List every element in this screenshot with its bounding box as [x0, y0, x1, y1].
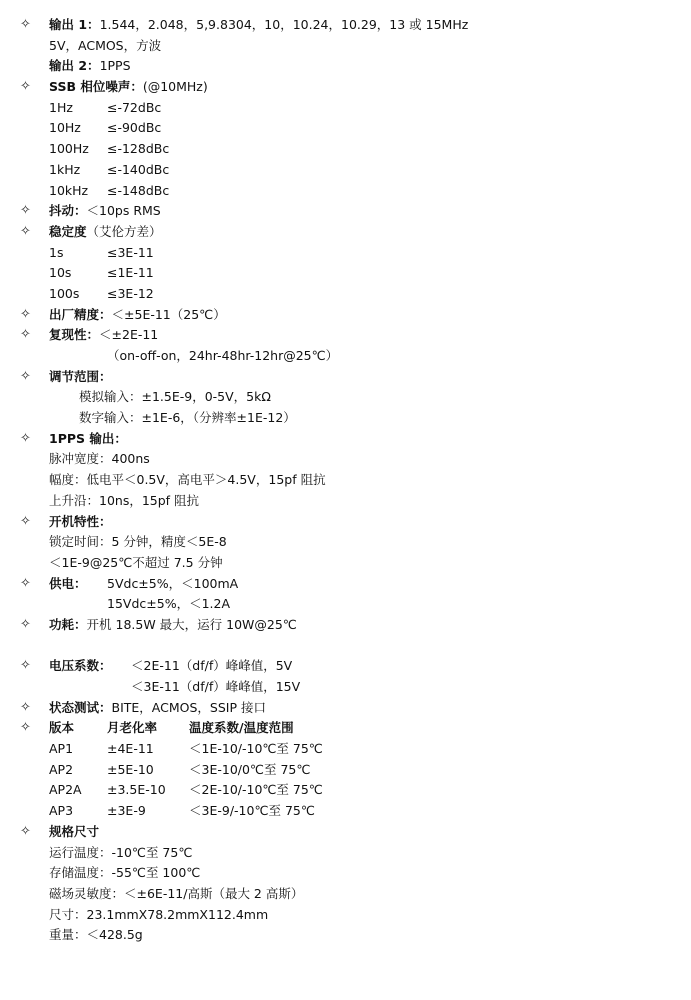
power-consumption-value: 开机 18.5W 最大，运行 10W@25℃ [86, 616, 297, 632]
phase-noise-heading [0, 77, 691, 98]
pps-label: 1PPS 输出： [49, 430, 127, 446]
versions-header-temp: 温度系数/温度范围 [189, 720, 294, 736]
stability-tau: 10s [49, 265, 72, 281]
stability-value: ≤3E-12 [107, 285, 154, 301]
version-model: AP3 [49, 803, 74, 819]
diamond-bullet-icon: ✧ [20, 306, 31, 322]
stability-value: ≤1E-11 [107, 265, 154, 281]
status-label: 状态测试： [49, 699, 112, 715]
phase-noise-row [0, 98, 691, 119]
phase-noise-freq: 1Hz [49, 99, 73, 115]
voltage-coeff-line2: ＜3E-11（df/f）峰峰值，15V [131, 679, 301, 694]
output1-line [0, 15, 691, 36]
voltage-coeff-line [0, 656, 691, 677]
diamond-bullet-icon: ✧ [20, 203, 31, 219]
versions-header-aging: 月老化率 [107, 720, 158, 736]
version-aging: ±5E-10 [107, 761, 154, 777]
startup-settle: ＜1E-9@25℃不超过 7.5 分钟 [49, 554, 223, 570]
phase-noise-value: ≤-140dBc [107, 161, 170, 177]
voltage-coeff-line1: ＜2E-11（df/f）峰峰值，5V [131, 658, 293, 674]
output1-label: 输出 1： [49, 17, 100, 32]
stability-value: ≤3E-11 [107, 244, 154, 260]
startup-heading [0, 512, 691, 533]
pps-width: 脉冲宽度：400ns [49, 451, 150, 467]
diamond-bullet-icon: ✧ [20, 17, 31, 32]
phase-noise-label: SSB 相位噪声： [49, 79, 143, 95]
stability-label: 稳定度 [49, 223, 87, 239]
versions-row [0, 801, 691, 822]
output1-value: 1.544，2.048，5,9.8304，10，10.24，10.29，13 或 15MHz [99, 17, 469, 32]
phase-noise-note: (@10MHz) [142, 79, 208, 95]
power-supply-label: 供电： [49, 575, 87, 591]
status-value: BITE，ACMOS，SSIP 接口 [111, 699, 266, 715]
version-aging: ±3.5E-10 [107, 782, 166, 798]
pps-rise: 上升沿：10ns，15pf 阻抗 [49, 492, 200, 508]
diamond-bullet-icon: ✧ [20, 575, 31, 591]
tuning-heading [0, 367, 691, 388]
diamond-bullet-icon: ✧ [20, 79, 31, 95]
retrace-detail: （on-off-on，24hr-48hr-12hr@25℃） [107, 348, 339, 363]
power-consumption-line [0, 615, 691, 636]
pps-amplitude: 幅度：低电平＜0.5V，高电平＞4.5V，15pf 阻抗 [49, 472, 326, 488]
jitter-line [0, 201, 691, 222]
output2-label: 输出 2： [49, 58, 100, 74]
specs-size: 尺寸：23.1mmX78.2mmX112.4mm [49, 906, 269, 922]
version-model: AP2A [49, 782, 82, 798]
stability-row [0, 243, 691, 264]
phase-noise-value: ≤-72dBc [107, 99, 162, 115]
versions-row [0, 760, 691, 781]
diamond-bullet-icon: ✧ [20, 430, 31, 446]
tuning-analog: 模拟输入：±1.5E-9，0-5V，5kΩ [79, 389, 271, 405]
phase-noise-row [0, 139, 691, 160]
power-consumption-label: 功耗： [49, 616, 87, 632]
retrace-line [0, 325, 691, 346]
phase-noise-value: ≤-128dBc [107, 141, 170, 157]
phase-noise-row [0, 160, 691, 181]
diamond-bullet-icon: ✧ [20, 699, 31, 715]
specs-label: 规格尺寸 [49, 823, 100, 839]
diamond-bullet-icon: ✧ [20, 513, 31, 529]
jitter-value: ＜10ps RMS [86, 203, 161, 219]
versions-header-model: 版本 [49, 720, 75, 736]
phase-noise-freq: 10Hz [49, 120, 81, 136]
version-temp: ＜2E-10/-10℃至 75℃ [189, 782, 323, 798]
stability-heading [0, 222, 691, 243]
phase-noise-value: ≤-90dBc [107, 120, 162, 136]
phase-noise-row [0, 118, 691, 139]
version-aging: ±4E-11 [107, 741, 154, 757]
versions-row [0, 739, 691, 760]
stability-row [0, 263, 691, 284]
diamond-bullet-icon: ✧ [20, 327, 31, 343]
output2-value: 1PPS [99, 58, 131, 74]
phase-noise-freq: 100Hz [49, 141, 89, 157]
diamond-bullet-icon: ✧ [20, 720, 31, 736]
retrace-value: ＜±2E-11 [99, 327, 159, 343]
output1-detail: 5V，ACMOS，方波 [49, 37, 162, 53]
versions-header-row [0, 718, 691, 739]
version-temp: ＜3E-9/-10℃至 75℃ [189, 803, 315, 819]
retrace-label: 复现性： [49, 327, 100, 343]
startup-label: 开机特性： [49, 513, 112, 529]
status-line [0, 698, 691, 719]
version-temp: ＜1E-10/-10℃至 75℃ [189, 741, 323, 757]
versions-row [0, 780, 691, 801]
jitter-label: 抖动： [49, 203, 87, 219]
stability-note: （艾伦方差） [86, 223, 162, 239]
stability-row [0, 284, 691, 305]
stability-tau: 100s [49, 285, 80, 301]
tuning-label: 调节范围： [49, 368, 112, 384]
voltage-coeff-label: 电压系数： [49, 658, 112, 674]
output2-line [0, 56, 691, 77]
version-aging: ±3E-9 [107, 803, 146, 819]
accuracy-label: 出厂精度： [49, 306, 112, 322]
accuracy-line [0, 305, 691, 326]
diamond-bullet-icon: ✧ [20, 223, 31, 239]
phase-noise-freq: 1kHz [49, 161, 81, 177]
power-supply-line2: 15Vdc±5%，＜1.2A [107, 596, 230, 612]
accuracy-value: ＜±5E-11（25℃） [111, 306, 226, 322]
version-model: AP1 [49, 741, 74, 757]
power-supply-line [0, 574, 691, 595]
specs-heading [0, 822, 691, 843]
diamond-bullet-icon: ✧ [20, 368, 31, 384]
diamond-bullet-icon: ✧ [20, 616, 31, 632]
diamond-bullet-icon: ✧ [20, 658, 31, 674]
specs-storage-temp: 存储温度：-55℃至 100℃ [49, 865, 201, 881]
specs-operating-temp: 运行温度：-10℃至 75℃ [49, 844, 193, 860]
stability-tau: 1s [49, 244, 64, 260]
phase-noise-freq: 10kHz [49, 182, 89, 198]
spec-document [0, 15, 691, 946]
specs-weight: 重量：＜428.5g [49, 927, 143, 943]
version-model: AP2 [49, 761, 74, 777]
power-supply-line1: 5Vdc±5%，＜100mA [107, 575, 239, 591]
specs-magnetic: 磁场灵敏度：＜±6E-11/高斯（最大 2 高斯） [49, 885, 304, 901]
phase-noise-row [0, 181, 691, 202]
pps-heading [0, 429, 691, 450]
diamond-bullet-icon: ✧ [20, 823, 31, 839]
startup-lock: 锁定时间：5 分钟，精度＜5E-8 [49, 534, 227, 550]
phase-noise-value: ≤-148dBc [107, 182, 170, 198]
tuning-digital: 数字输入：±1E-6，（分辨率±1E-12） [79, 410, 296, 426]
version-temp: ＜3E-10/0℃至 75℃ [189, 761, 311, 777]
